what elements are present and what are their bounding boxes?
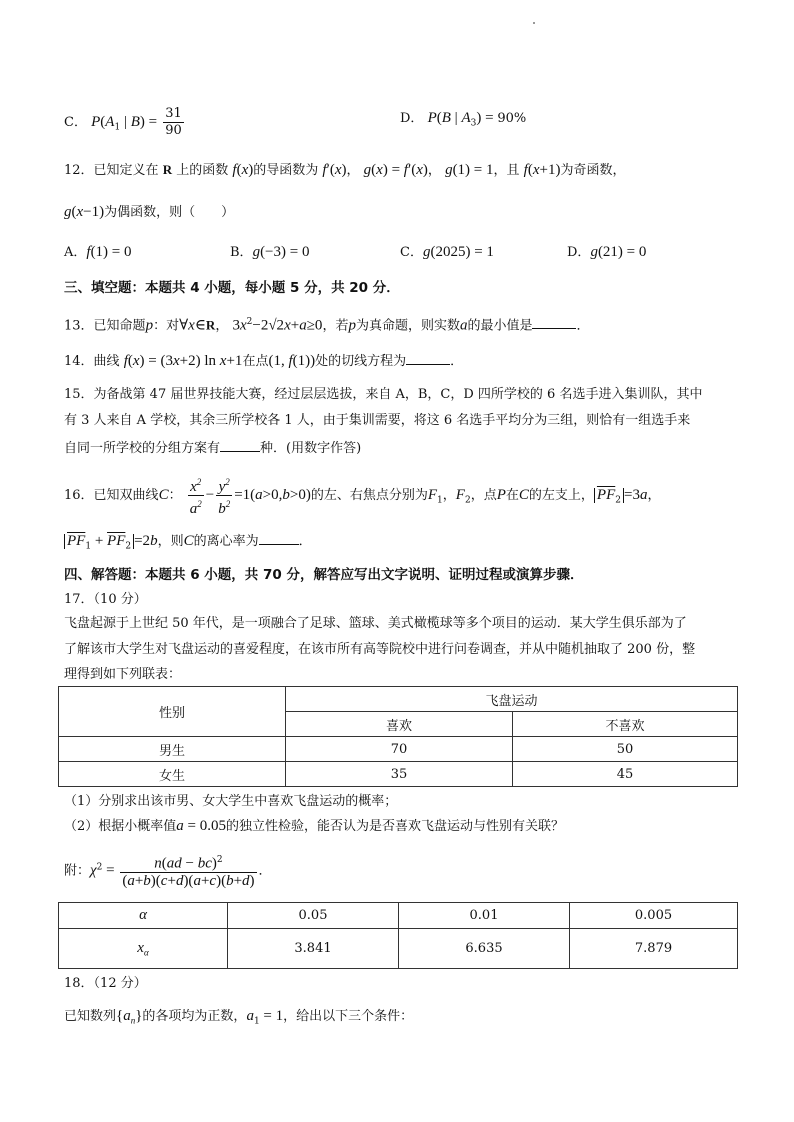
q17-line3: 理得到如下列联表： [64,667,182,682]
crit-x-value: 7.879 [570,929,738,969]
q17-sub2-a: （2）根据小概率值 [64,819,177,834]
q12-stem-line2: g(x−1)为偶函数，则（ ） [64,204,235,220]
q11-option-d-label: D． [400,111,424,126]
q16-line2: $\overline{PF}_1 + \overline{PF}_2 =2b$，则C的离心率为 ． [64,530,312,557]
q11-option-d-value: 90% [497,111,527,126]
q11-option-c-label: C． [64,115,87,130]
crit-x-sub: α [143,947,149,958]
q12-option-c-label: C． [400,245,423,260]
crit-x-value: 6.635 [399,929,570,969]
q11-option-d: D． P(B | $A_3) = 90\%$ [400,110,527,129]
q17-sub1: （1）分别求出该市男、女大学生中喜欢飞盘运动的概率； [64,794,398,809]
table-cell-dislike: 45 [513,762,738,787]
scan-speck [533,22,535,24]
table-header-like: 喜欢 [286,712,513,737]
q16-line1: 16．已知双曲线C： $\frac{x^2}{a^2}$ − $\frac{y^2}{b^2}$ =1(a>0,b>0)的左、右焦点分别为$F_1$，$F_2$，点P在C的左支上， $\overline{PF}_2 =3a$， [64,474,660,517]
crit-header-alpha: α [59,903,228,929]
q16-frac-y: $\frac{y^2}{b^2}$ [216,474,232,517]
q12-stem-c: 的导函数为 [253,163,319,178]
q14: 14．曲线 f(x) = (3x+2) ln x+1在点(1, f(1))处的切线方程为 ． [64,350,463,372]
table-row-label: 男生 [59,737,286,762]
section-4-title: 四、解答题：本题共 6 小题，共 70 分，解答应写出文字说明、证明过程或演算步骤． [64,567,584,583]
q12-stem-line1: 12．已知定义在 R 上的函数 f(x)的导函数为 f′(x)， g(x) = f′(x)， g(1) = 1，且 f(x+1)为奇函数， [64,162,626,178]
q12-option-c: C．g(2025) = 1 [400,244,494,260]
q14-text-c: 处的切线方程为 [315,354,407,369]
crit-alpha-value: 0.005 [570,903,738,929]
q17-line1: 飞盘起源于上世纪 50 年代，是一项融合了足球、篮球、美式橄榄球等多个项目的运动．某大学生俱乐部为了 [64,616,687,631]
q12-stem-e: 为奇函数， [560,163,626,178]
q12-stem-b: 上的函数 [176,163,229,178]
q13-text-e: 的最小值是 [467,318,533,334]
crit-x-label: x [137,939,144,956]
q13-answer-blank[interactable] [532,314,576,329]
q12-option-b: B．g(−3) = 0 [230,244,310,260]
q16-text-f: ，则 [157,534,184,549]
q12-option-d: D．g(21) = 0 [567,244,647,260]
q12-number: 12． [64,163,94,178]
q12-option-a: A．f(1) = 0 [64,244,132,260]
q16-text-b: 的左、右焦点分别为 [310,488,428,503]
q11-option-c-formula: P [91,114,101,130]
q16-text-a: 已知双曲线 [93,488,159,503]
q12-option-a-label: A． [64,245,87,260]
appendix-label: 附： [64,863,91,879]
q17-sub2-b: 的独立性检验，能否认为是否喜欢飞盘运动与性别有关联？ [226,819,565,834]
q15-line2: 有 3 人来自 A 学校，其余三所学校各 1 人，由于集训需要，将这 6 名选手平均分为三组，则恰有一组选手来 [64,413,691,428]
q11-option-c: C． $P(A_1$ | B) = $\frac{31}{90}$ [64,106,182,138]
table-header-frisbee: 飞盘运动 [286,687,738,712]
q13-text-d: 为真命题，则实数 [355,318,460,334]
q13-number: 13． [64,318,94,334]
q18-header: 18．（12 分） [64,976,147,991]
q15-line3-b: 种．(用数字作答) [260,441,362,456]
crit-alpha-value: 0.05 [228,903,399,929]
q12-option-b-label: B． [230,245,253,260]
crit-alpha-value: 0.01 [399,903,570,929]
q16-text-c: ，点 [470,488,497,503]
q15-line3 [64,437,361,459]
q16-number: 16． [64,488,94,503]
q18-text-b: 的各项均为正数， [142,1009,247,1024]
q16-answer-blank[interactable] [259,530,299,545]
q16-frac-x: $\frac{x^2}{a^2}$ [188,474,204,517]
q11-option-c-fraction: $\frac{31}{90}$ [165,106,182,138]
q14-text-a: 曲线 [93,354,120,369]
q15-answer-blank[interactable] [220,437,260,452]
q15-line3-a: 自同一所学校的分组方案有 [64,441,221,456]
table-header-gender: 性别 [59,687,286,737]
q18-text: 已知数列$\{a_n\}$的各项均为正数，$a_1 = 1$，给出以下三个条件： [64,1008,414,1027]
q12-stem-d: ，且 [493,163,520,178]
q15-line1: 15．为备战第 47 届世界技能大赛，经过层层选拔，来自 A，B，C，D 四所学校的 6 名选手进入集训队，其中 [64,387,703,402]
q13-text-a: 已知命题 [93,318,146,334]
q17-line2: 了解该市大学生对飞盘运动的喜爱程度，在该市所有高等院校中进行问卷调查，并从中随机抽取了 200 份，整 [64,642,696,657]
q14-answer-blank[interactable] [406,350,450,365]
q13-text-b: ：对 [153,318,180,334]
q14-text-b: 在点 [242,354,269,369]
table-cell-like: 35 [286,762,513,787]
table-cell-dislike: 50 [513,737,738,762]
q16-text-e: 的左支上， [528,488,594,503]
q18-text-a: 已知数列 [64,1009,117,1024]
table-row [59,762,738,787]
table-cell-like: 70 [286,737,513,762]
crit-header-x [59,929,228,969]
section-3-title: 三、填空题：本题共 4 小题，每小题 5 分，共 20 分． [64,280,400,296]
q13-text-c: ，若 [322,318,349,334]
table-row [59,737,738,762]
contingency-table [58,686,738,787]
q17-header: 17．（10 分） [64,592,147,607]
critical-value-table [58,902,738,969]
chi-square-fraction: $\frac{n(ad - bc)^2}{(a+b)(c+d)(a+c)(b+d)}$ [120,852,256,890]
table-row-label: 女生 [59,762,286,787]
q13: 13．已知命题p：对∀x∈R， $3x^2-2√2x+a\ge 0$，若p为真命题，则实数a的最小值是 ． [64,312,590,336]
q12-stem-a: 已知定义在 [93,163,159,178]
crit-x-value: 3.841 [228,929,399,969]
chi-square-formula: 附：$\chi^2$ = $\frac{n(ad - bc)^2}{(a+b)(c+d)(a+c)(b+d)}$ ． [64,852,272,890]
q18-text-c: ，给出以下三个条件： [283,1009,414,1024]
table-header-dislike: 不喜欢 [513,712,738,737]
q14-number: 14． [64,354,94,369]
q16-text-g: 的离心率为 [193,534,259,549]
q16-text-d: 在 [505,488,519,503]
q17-sub2: （2）根据小概率值a = 0.05的独立性检验，能否认为是否喜欢飞盘运动与性别有关联？ [64,818,565,834]
q12-stem-f: 为偶函数，则（ ） [104,205,235,220]
q12-option-d-label: D． [567,245,591,260]
